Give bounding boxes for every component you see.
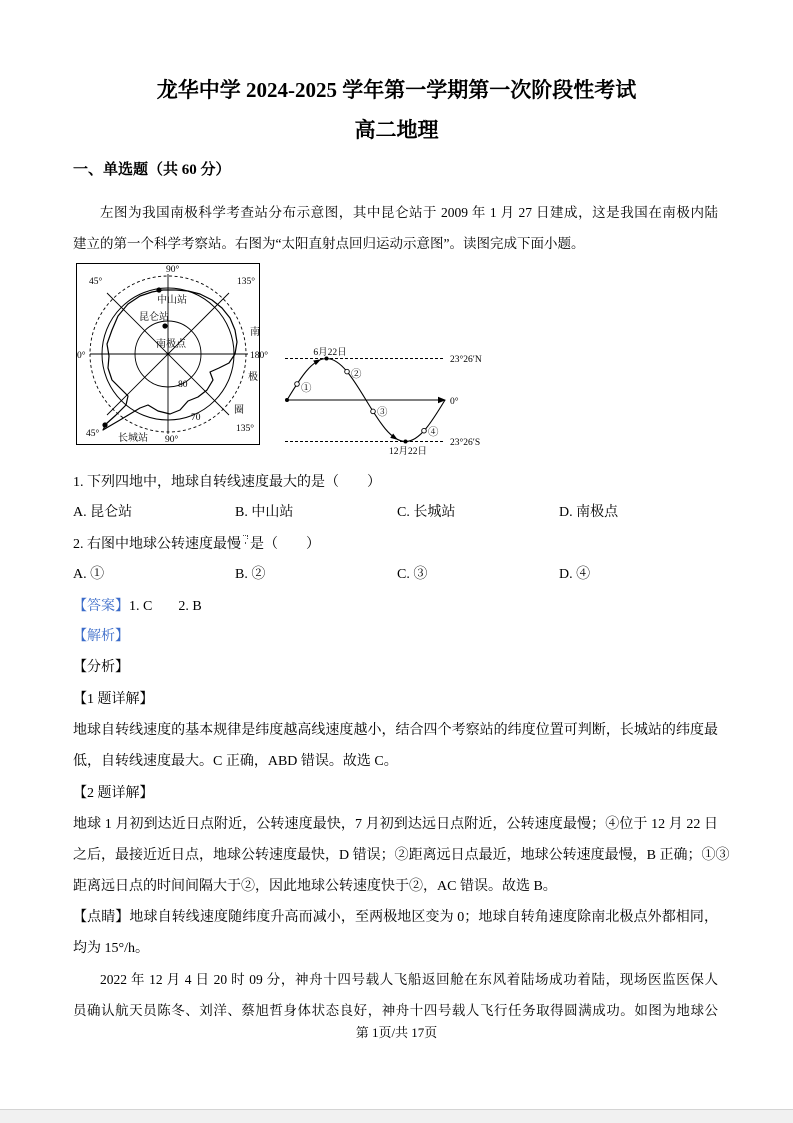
q2-option-b: B. ② xyxy=(235,567,266,582)
question-2-stem-part-2: 是（ ） xyxy=(250,537,320,552)
q1-detail-line-1: 地球自转线速度的基本规律是纬度越高线速度越小，结合四个考察站的纬度位置可判断，长城站的纬度最 xyxy=(73,723,718,738)
antarctic-circle-char-3: 圈 xyxy=(234,405,244,416)
page-bottom-edge xyxy=(0,1109,793,1123)
section-title: 一、单选题（共 60 分） xyxy=(73,162,231,178)
question-2-stem-part-1: 2. 右图中地球公转速度最慢 xyxy=(73,537,241,552)
point-1-label: ① xyxy=(301,383,312,394)
antarctic-station-map xyxy=(70,258,275,453)
june-solstice-label: 6月22日 xyxy=(313,348,347,358)
lon-label-135-top: 135° xyxy=(237,277,256,287)
point-4-marker xyxy=(422,428,427,433)
lon-label-0: 0° xyxy=(77,351,86,361)
equator-label: 0° xyxy=(450,397,459,407)
tip-line-2: 均为 15°/h。 xyxy=(73,941,149,956)
next-passage-line-1: 2022 年 12 月 4 日 20 时 09 分，神舟十四号载人飞船返回舱在东风着陆场成功着陆，现场医监医保人 xyxy=(100,972,718,987)
changcheng-station-label: 长城站 xyxy=(118,433,148,444)
q2-option-d: D. ④ xyxy=(559,567,591,582)
answer-item-1: 1. C xyxy=(129,599,153,614)
lon-label-45-bottom: 45° xyxy=(86,429,100,439)
tropic-north-label: 23°26′N xyxy=(450,355,482,365)
lat-label-80: 80 xyxy=(178,380,188,390)
answer-tag: 【答案】 xyxy=(73,599,129,614)
q2-detail-line-3: 距离远日点的时间间隔大于②，因此地球公转速度快于②，AC 错误。故选 B。 xyxy=(73,879,557,894)
antarctic-circle-char-1: 南 xyxy=(250,327,260,338)
q1-detail-line-2: 低，自转线速度最大。C 正确，ABD 错误。故选 C。 xyxy=(73,754,398,769)
subsolar-point-diagram xyxy=(280,340,495,460)
tip-line-1: 【点睛】地球自转线速度随纬度升高而减小，至两极地区变为 0；地球自转角速度除南北极点外都相同， xyxy=(73,910,718,925)
lon-label-135-bottom: 135° xyxy=(236,424,255,434)
lon-label-90-top: 90° xyxy=(166,265,180,275)
antarctica-coastline xyxy=(103,290,237,430)
south-pole-label: 南极点 xyxy=(156,339,186,350)
q1-option-d: D. 南极点 xyxy=(559,505,619,520)
answer-item-2: 2. B xyxy=(178,599,202,614)
lon-label-45-top: 45° xyxy=(89,277,103,287)
intro-line-2: 建立的第一个科学考察站。右图为“太阳直射点回归运动示意图”。读图完成下面小题。 xyxy=(73,236,585,251)
q2-detail-line-2: 之后，最接近近日点，地球公转速度最快，D 错误；②距离远日点最近，地球公转速度最慢，B 正确；①③ xyxy=(73,848,730,863)
zhongshan-station-label: 中山站 xyxy=(157,295,187,306)
curve-start-dot xyxy=(285,398,289,402)
kunlun-station-dot xyxy=(162,323,167,328)
q1-option-b: B. 中山站 xyxy=(235,505,294,520)
next-passage-line-2: 员确认航天员陈冬、刘洋、蔡旭哲身体状态良好，神舟十四号载人飞行任务取得圆满成功。如图为地球公 xyxy=(73,1003,718,1018)
exam-subtitle: 高二地理 xyxy=(354,118,439,142)
tropic-south-label: 23°26′S xyxy=(450,438,481,448)
zhongshan-station-dot xyxy=(156,287,161,292)
changcheng-station-dot xyxy=(102,422,107,427)
december-solstice-dot xyxy=(404,440,408,444)
scan-artifact-mark xyxy=(241,535,250,549)
kunlun-station-label: 昆仑站 xyxy=(139,312,169,323)
q2-option-c: C. ③ xyxy=(397,567,428,582)
page-number: 第 1页/共 17页 xyxy=(355,1025,438,1040)
december-solstice-label: 12月22日 xyxy=(388,447,428,457)
lat-label-70: 70 xyxy=(191,413,201,423)
point-3-marker xyxy=(371,409,376,414)
q2-detail-line-1: 地球 1 月初到达近日点附近，公转速度最快，7 月初到达远日点附近，公转速度最慢；④位于 12 月 22 日 xyxy=(73,817,718,832)
question-1-stem: 1. 下列四地中，地球自转线速度最大的是（ ） xyxy=(73,475,381,490)
point-2-marker xyxy=(345,369,350,374)
q2-detail-heading: 【2 题详解】 xyxy=(73,786,154,801)
q1-detail-heading: 【1 题详解】 xyxy=(73,692,154,707)
point-1-marker xyxy=(295,382,300,387)
q2-option-a: A. ① xyxy=(73,567,105,582)
exam-title: 龙华中学 2024-2025 学年第一学期第一次阶段性考试 xyxy=(156,78,637,102)
lon-label-90-bottom: 90° xyxy=(165,435,179,445)
lon-label-180: 180° xyxy=(250,351,269,361)
intro-line-1: 左图为我国南极科学考查站分布示意图，其中昆仑站于 2009 年 1 月 27 日建成，这是我国在南极内陆 xyxy=(100,205,718,220)
point-3-label: ③ xyxy=(377,407,388,418)
explanation-tag: 【解析】 xyxy=(73,629,129,644)
question-2-stem xyxy=(73,535,320,555)
antarctic-circle-char-2: 极 xyxy=(248,372,258,383)
q1-option-a: A. 昆仑站 xyxy=(73,505,133,520)
q1-option-c: C. 长城站 xyxy=(397,505,456,520)
analysis-tag: 【分析】 xyxy=(73,660,129,675)
answer-line xyxy=(73,597,202,617)
point-2-label: ② xyxy=(351,369,362,380)
point-4-label: ④ xyxy=(428,427,439,438)
